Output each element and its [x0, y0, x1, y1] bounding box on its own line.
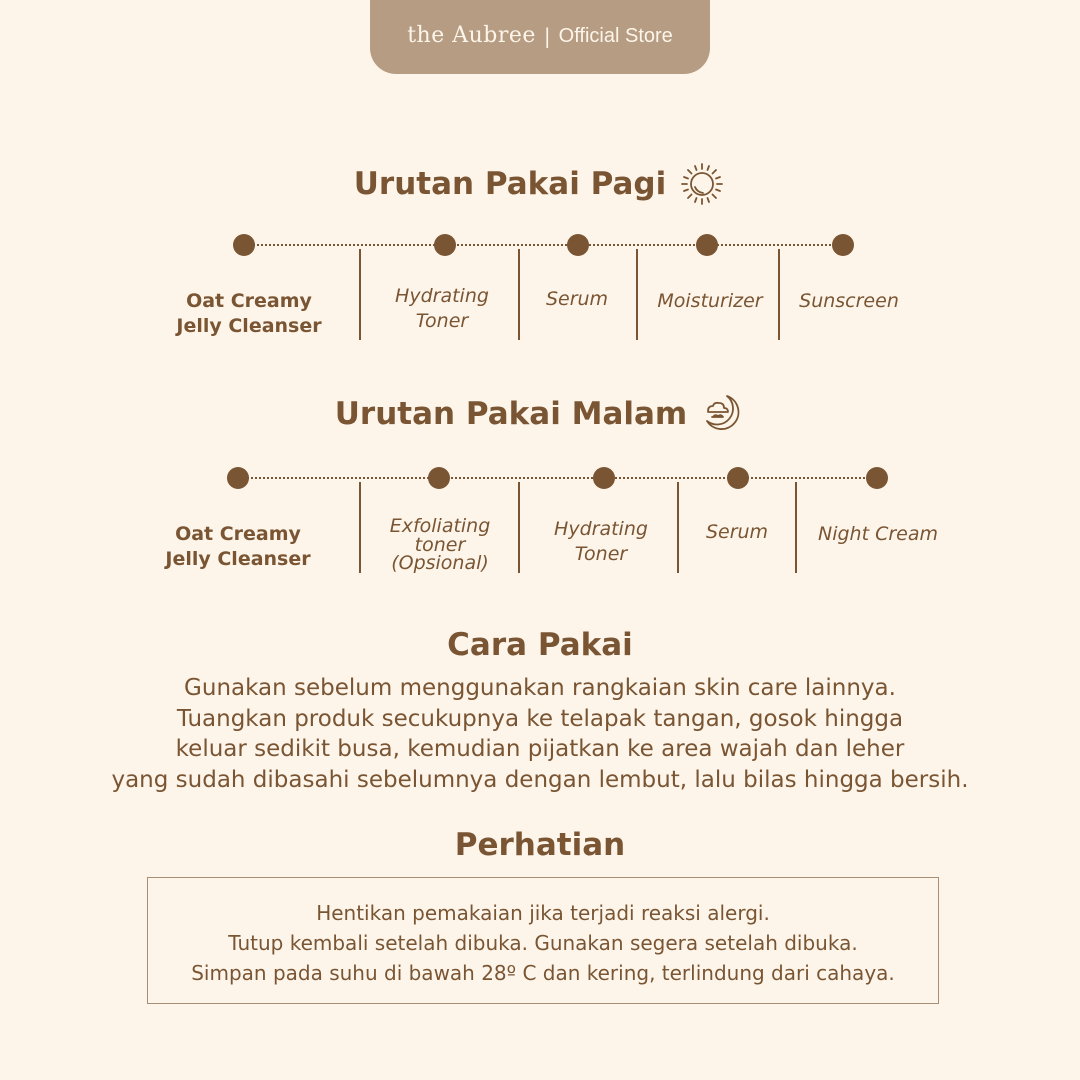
caution-line: Hentikan pemakaian jika terjadi reaksi alergi. — [316, 901, 770, 925]
night-step-2: Exfoliating toner (Opsional) — [389, 515, 491, 574]
moon-cloud-icon — [699, 391, 745, 437]
usage-line: Gunakan sebelum menggunakan rangkaian skin care lainnya. — [184, 675, 896, 701]
usage-line: keluar sedikit busa, kemudian pijatkan ke area wajah dan leher — [175, 736, 905, 762]
morning-step-3: Serum — [545, 288, 609, 310]
morning-step-dot — [434, 234, 456, 256]
morning-step-dot — [696, 234, 718, 256]
morning-step-dot — [567, 234, 589, 256]
night-step-dot — [428, 467, 450, 489]
night-step-5: Night Cream — [817, 523, 939, 545]
night-step-dot — [227, 467, 249, 489]
morning-divider — [359, 249, 361, 340]
night-step-1: Oat Creamy Jelly Cleanser — [165, 523, 311, 570]
usage-instructions — [0, 673, 1080, 795]
sun-icon — [678, 160, 726, 208]
morning-step-dot — [233, 234, 255, 256]
morning-step-2: Hydrating Toner — [395, 285, 489, 332]
night-routine-heading — [0, 391, 1080, 437]
caution-line: Tutup kembali setelah dibuka. Gunakan segera setelah dibuka. — [228, 931, 858, 955]
night-step-3: Hydrating Toner — [554, 518, 648, 565]
morning-routine-heading — [0, 160, 1080, 208]
morning-routine-title: Urutan Pakai Pagi — [353, 166, 667, 202]
morning-step-4: Moisturizer — [657, 290, 763, 312]
morning-step-1: Oat Creamy Jelly Cleanser — [176, 290, 322, 337]
usage-line: yang sudah dibasahi sebelumnya dengan lembut, lalu bilas hingga bersih. — [111, 766, 969, 793]
store-label: Official Store — [558, 25, 673, 47]
night-timeline-line — [238, 477, 877, 479]
brand-separator: | — [543, 24, 551, 48]
morning-divider — [636, 249, 638, 340]
caution-box — [147, 877, 939, 1004]
night-divider — [359, 482, 361, 573]
night-routine-title: Urutan Pakai Malam — [334, 396, 688, 432]
morning-step-5: Sunscreen — [799, 290, 899, 312]
night-divider — [677, 482, 679, 573]
brand-name: the Aubree — [407, 23, 536, 48]
night-divider — [795, 482, 797, 573]
night-step-dot — [727, 467, 749, 489]
night-divider — [518, 482, 520, 573]
morning-divider — [518, 249, 520, 340]
caution-title: Perhatian — [454, 827, 626, 863]
night-step-4: Serum — [705, 521, 769, 543]
brand-tag — [370, 0, 710, 74]
night-step-dot — [866, 467, 888, 489]
morning-step-dot — [832, 234, 854, 256]
usage-title: Cara Pakai — [447, 627, 633, 663]
morning-divider — [778, 249, 780, 340]
night-step-dot — [593, 467, 615, 489]
usage-line: Tuangkan produk secukupnya ke telapak tangan, gosok hingga — [176, 705, 904, 732]
caution-line: Simpan pada suhu di bawah 28º C dan kering, terlindung dari cahaya. — [191, 961, 895, 985]
morning-timeline-line — [244, 244, 843, 246]
